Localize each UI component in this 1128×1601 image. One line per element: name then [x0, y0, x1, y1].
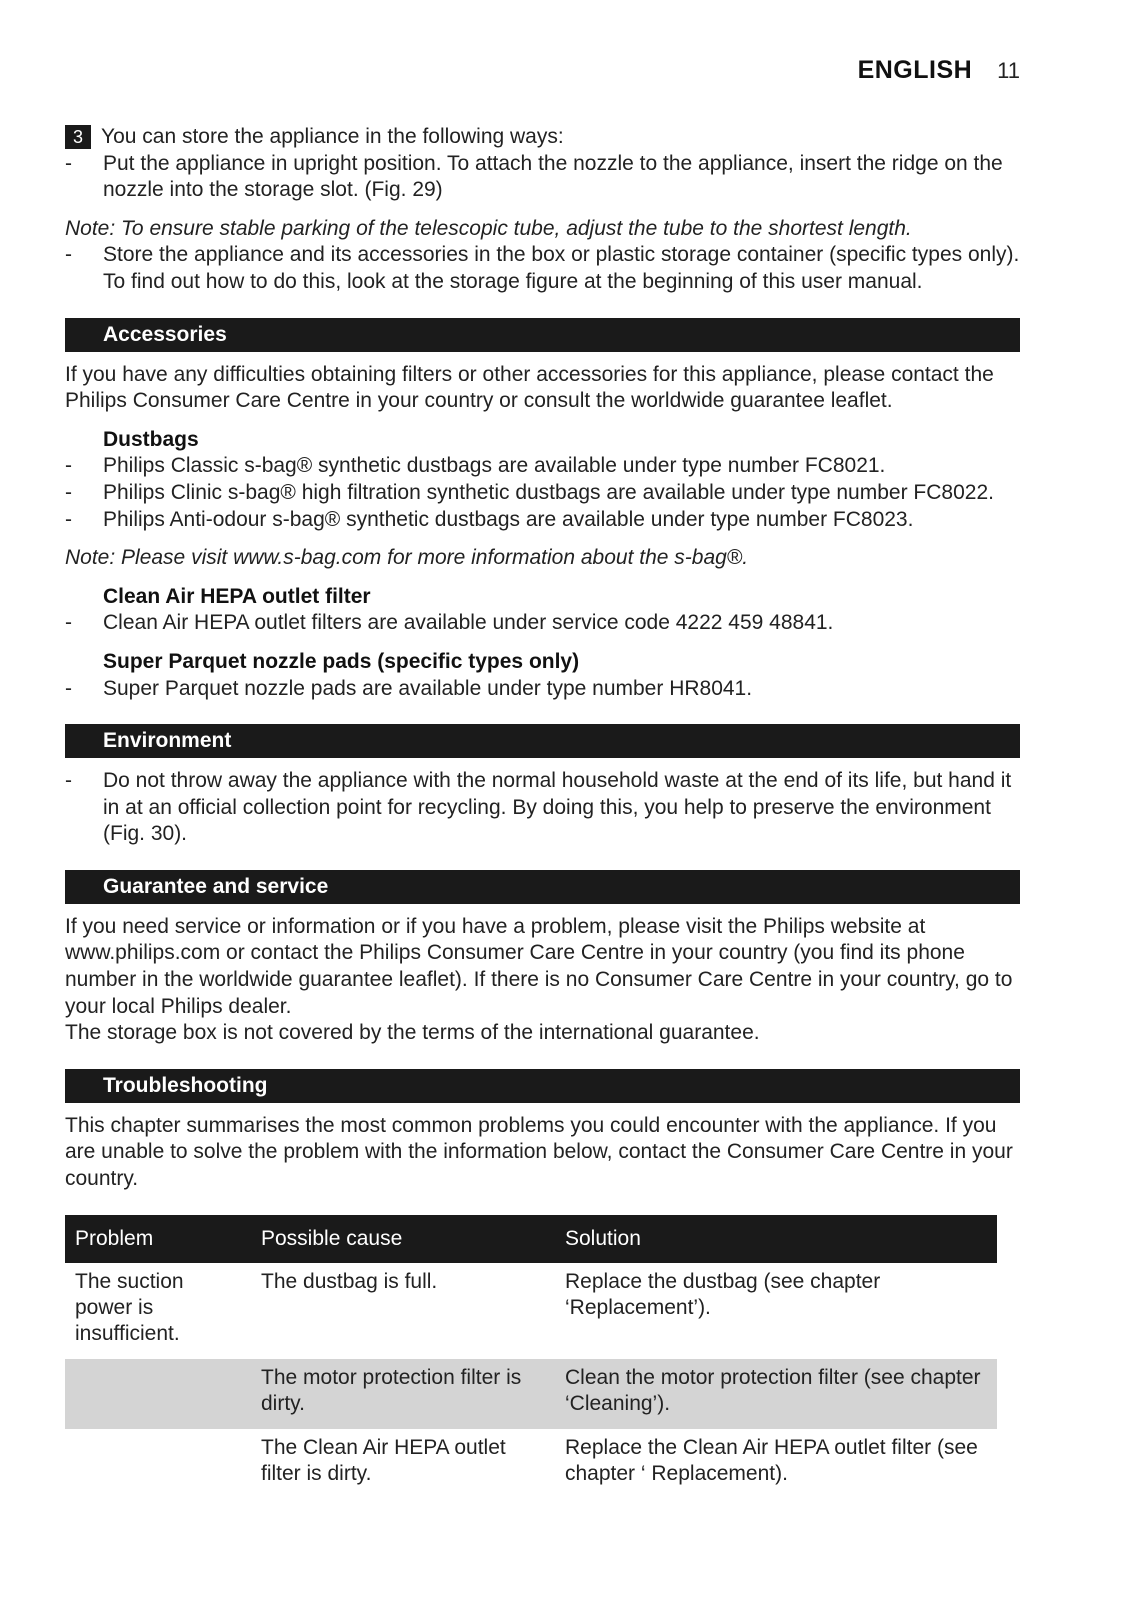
list-item: [65, 610, 1020, 637]
bullet-dash: -: [65, 151, 72, 175]
section-heading-environment: Environment: [65, 724, 1020, 758]
table-header-row: [65, 1215, 997, 1263]
page-number: 11: [997, 58, 1020, 83]
list-item: [65, 242, 1020, 295]
list-item-text: Put the appliance in upright position. To attach the nozzle to the appliance, insert the ridge on the nozzle into the storage slot. (Fig. 29): [103, 151, 1003, 202]
table-cell-problem: [65, 1429, 251, 1499]
subheading-hepa-filter: Clean Air HEPA outlet filter: [103, 584, 371, 608]
subheading-parquet-pads: Super Parquet nozzle pads (specific types only): [103, 649, 580, 673]
bullet-dash: -: [65, 243, 72, 267]
bullet-dash: -: [65, 480, 72, 504]
list-item-text: Philips Clinic s-bag® high filtration synthetic dustbags are available under type number FC8022.: [103, 480, 994, 504]
accessories-intro: If you have any difficulties obtaining filters or other accessories for this appliance, please contact the Philips Consumer Care Centre in your country or consult the worldwide guarantee leaflet.: [65, 362, 994, 413]
storage-step: [65, 124, 1020, 151]
table-cell-problem: [65, 1359, 251, 1429]
table-cell-problem: The suction power is insufficient.: [75, 1269, 184, 1345]
list-item: [65, 676, 1020, 703]
troubleshooting-table: [65, 1215, 997, 1499]
list-item-text: Store the appliance and its accessories in the box or plastic storage container (specific types only). To find out how to do this, look at the storage figure at the beginning of this user manual.: [103, 243, 1020, 293]
list-item: [65, 768, 1020, 848]
column-header-problem: Problem: [65, 1215, 251, 1263]
table-cell-cause: The dustbag is full.: [261, 1269, 438, 1293]
step-text: You can store the appliance in the following ways:: [101, 125, 564, 148]
list-item: [65, 151, 1020, 204]
section-heading-guarantee: Guarantee and service: [65, 870, 1020, 904]
language-label: ENGLISH: [857, 56, 973, 84]
column-header-solution: Solution: [555, 1215, 997, 1263]
list-item: [65, 507, 1020, 534]
bullet-dash: -: [65, 507, 72, 531]
table-row: [65, 1429, 997, 1499]
list-item-text: Philips Anti-odour s-bag® synthetic dustbags are available under type number FC8023.: [103, 507, 914, 531]
bullet-dash: -: [65, 611, 72, 635]
bullet-dash: -: [65, 454, 72, 478]
note-s-bag: Note: Please visit www.s-bag.com for more information about the s-bag®.: [65, 546, 749, 570]
page-header: [858, 56, 1020, 85]
list-item-text: Philips Classic s-bag® synthetic dustbags are available under type number FC8021.: [103, 454, 886, 478]
bullet-dash: -: [65, 676, 72, 700]
subheading-dustbags: Dustbags: [103, 427, 199, 451]
list-item-text: Do not throw away the appliance with the normal household waste at the end of its life, but hand it in at an official collection point for recycling. By doing this, you help to preserve the environment (Fig. 30).: [103, 769, 1012, 846]
list-item: [65, 480, 1020, 507]
table-cell-solution: Replace the Clean Air HEPA outlet filter (see chapter ‘ Replacement).: [565, 1435, 978, 1485]
table-cell-cause: The motor protection filter is dirty.: [251, 1359, 555, 1429]
list-item-text: Clean Air HEPA outlet filters are available under service code 4222 459 48841.: [103, 611, 834, 635]
section-heading-accessories: Accessories: [65, 318, 1020, 352]
column-header-cause: Possible cause: [251, 1215, 555, 1263]
table-cell-solution: Replace the dustbag (see chapter ‘Replacement’).: [565, 1269, 881, 1319]
step-number-badge: 3: [65, 125, 91, 149]
section-heading-troubleshooting: Troubleshooting: [65, 1069, 1020, 1103]
guarantee-storage-box-note: The storage box is not covered by the terms of the international guarantee.: [65, 1021, 760, 1045]
table-row: [65, 1359, 997, 1429]
bullet-dash: -: [65, 769, 72, 793]
guarantee-paragraph: If you need service or information or if you have a problem, please visit the Philips website at www.philips.com or contact the Philips Consumer Care Centre in your country (you find its phone number in the worldwide guarantee leaflet). If there is no Consumer Care Centre in your country, go to your local Philips dealer.: [65, 914, 1013, 1018]
list-item-text: Super Parquet nozzle pads are available under type number HR8041.: [103, 676, 753, 700]
page-content: [65, 124, 1020, 1499]
troubleshooting-intro: This chapter summarises the most common problems you could encounter with the appliance. If you are unable to solve the problem with the information below, contact the Consumer Care Centre in your country.: [65, 1113, 1013, 1191]
list-item: [65, 453, 1020, 480]
table-cell-solution: Clean the motor protection filter (see chapter ‘Cleaning’).: [555, 1359, 997, 1429]
table-cell-cause: The Clean Air HEPA outlet filter is dirty.: [261, 1435, 506, 1485]
note-telescopic-tube: Note: To ensure stable parking of the telescopic tube, adjust the tube to the shortest length.: [65, 216, 912, 240]
table-row: [65, 1263, 997, 1359]
